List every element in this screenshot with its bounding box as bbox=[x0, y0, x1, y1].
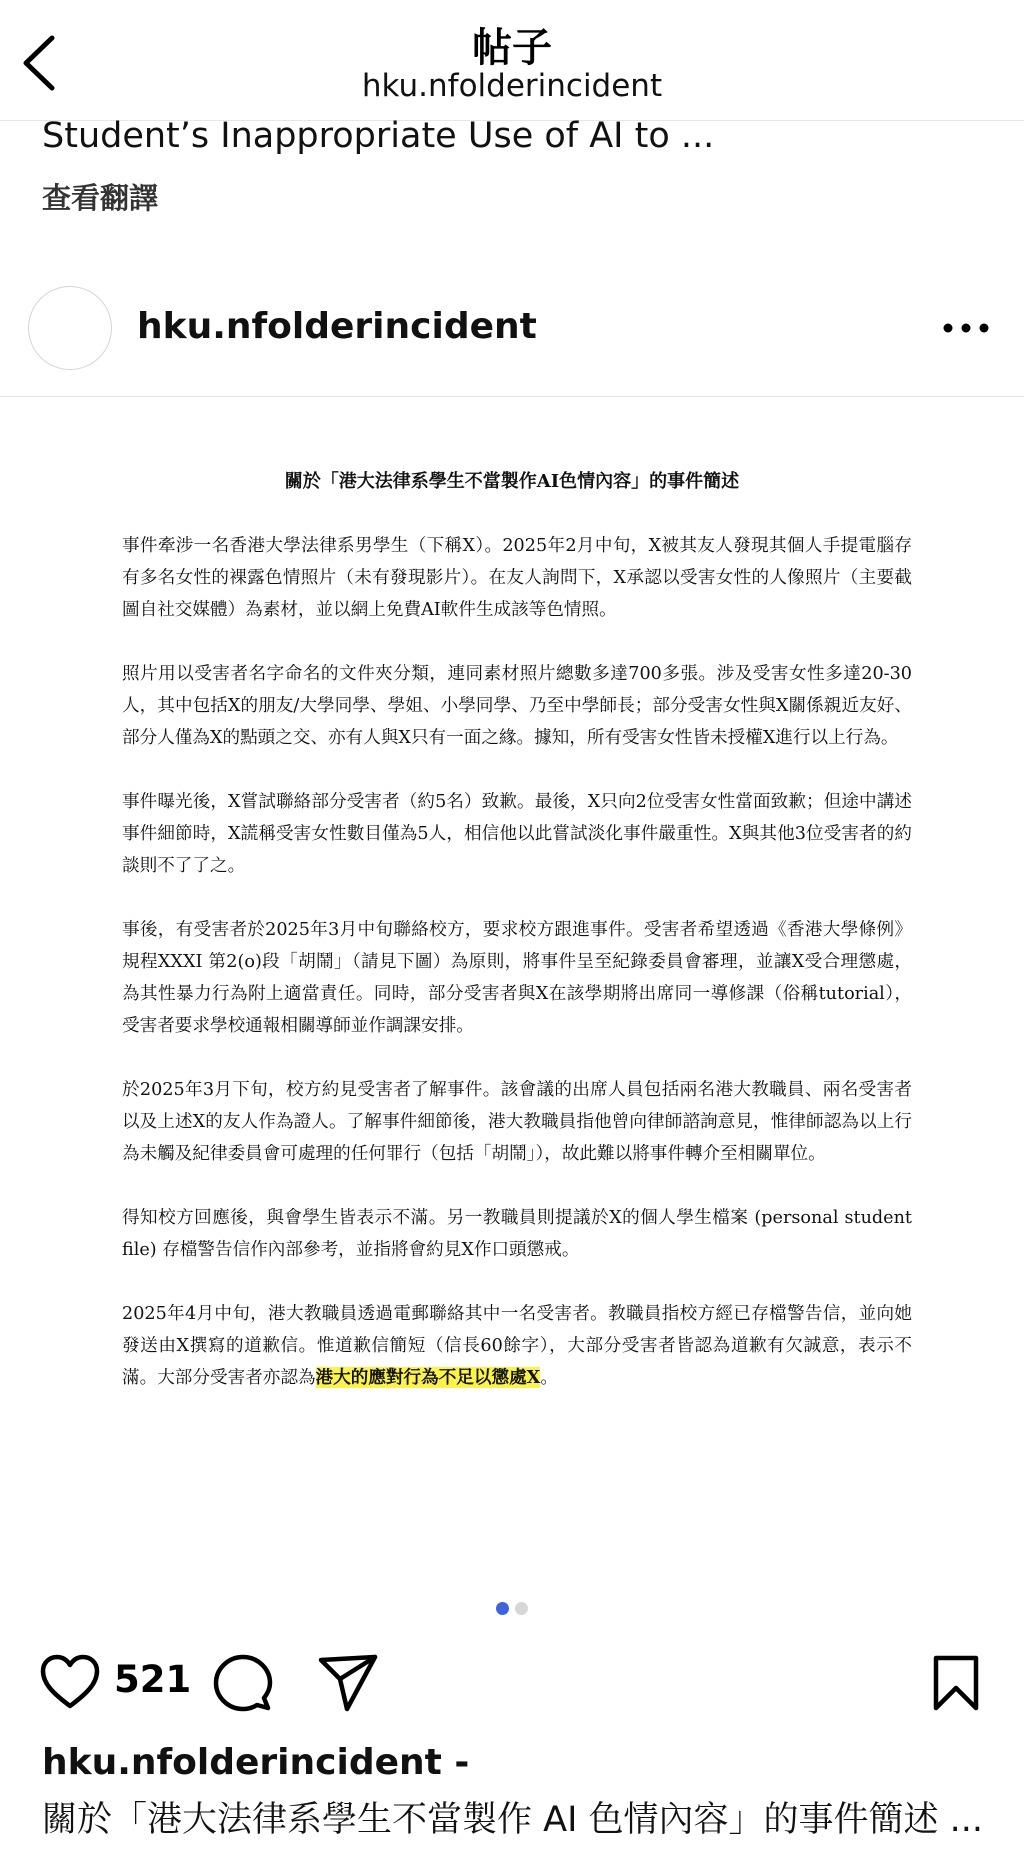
document-paragraph: 於2025年3月下旬，校方約見受害者了解事件。該會議的出席人員包括兩名港大教職員、兩名受害者以及上述X的友人作為證人。了解事件細節後，港大教職員指他曾向律師諮詢意見，惟律師認為以上行為未觸及紀律委員會可處理的任何罪行（包括「胡鬧」），故此難以將事件轉介至相關單位。 bbox=[122, 1080, 912, 1164]
carousel-indicator bbox=[0, 1602, 1024, 1622]
save-button[interactable] bbox=[930, 1654, 982, 1712]
like-button[interactable] bbox=[38, 1652, 102, 1712]
previous-post-caption[interactable]: Student’s Inappropriate Use of AI to ... bbox=[42, 116, 715, 156]
page-subtitle-username[interactable]: hku.nfolderincident bbox=[361, 68, 663, 104]
page-title: 帖子 bbox=[472, 25, 552, 71]
carousel-dot-active bbox=[496, 1602, 509, 1615]
top-bar bbox=[0, 0, 1024, 121]
post-image-document[interactable] bbox=[0, 397, 1024, 1587]
document-paragraph: 得知校方回應後，與會學生皆表示不滿。另一教職員則提議於X的個人學生檔案 (personal student file) 存檔警告信作內部參考，並指將會約見X作口頭懲戒。 bbox=[122, 1208, 912, 1260]
share-button[interactable] bbox=[316, 1652, 380, 1714]
document-paragraph: 事後，有受害者於2025年3月中旬聯絡校方，要求校方跟進事件。受害者希望透過《香港大學條例》規程XXXI 第2(o)段「胡鬧」（請見下圖）為原則，將事件呈至紀錄委員會審理，並讓X受合理懲處，為其性暴力行為附上適當責任。同時，部分受害者與X在該學期將出席同一導修課（俗稱tutorial），受害者要求學校通報相關導師並作調課安排。 bbox=[122, 920, 912, 1036]
caption-username[interactable]: hku.nfolderincident - bbox=[42, 1742, 470, 1783]
more-options-button[interactable] bbox=[940, 308, 992, 348]
highlighted-text: 港大的應對行為不足以懲處X bbox=[315, 1367, 541, 1388]
send-icon bbox=[316, 1652, 380, 1714]
document-paragraph: 事件牽涉一名香港大學法律系男學生（下稱X）。2025年2月中旬，X被其友人發現其個人手提電腦存有多名女性的裸露色情照片（未有發現影片）。在友人詢問下，X承認以受害女性的人像照片（主要截圖自社交媒體）為素材，並以網上免費AI軟件生成該等色情照。 bbox=[122, 536, 912, 620]
document-paragraph: 事件曝光後，X嘗試聯絡部分受害者（約5名）致歉。最後，X只向2位受害女性當面致歉；但途中講述事件細節時，X謊稱受害女性數目僅為5人，相信他以此嘗試淡化事件嚴重性。X與其他3位受害者的約談則不了了之。 bbox=[122, 792, 912, 876]
caption-text[interactable]: 關於「港大法律系學生不當製作 AI 色情內容」的事件簡述 ... bbox=[42, 1800, 984, 1840]
document-paragraph-last bbox=[122, 1298, 912, 1394]
more-horizontal-icon bbox=[940, 308, 992, 348]
document-paragraph: 照片用以受害者名字命名的文件夾分類，連同素材照片總數多達700多張。涉及受害女性多達20-30人，其中包括X的朋友/大學同學、學姐、小學同學、乃至中學師長；部分受害女性與X關係親近友好、部分人僅為X的點頭之交、亦有人與X只有一面之緣。據知，所有受害女性皆未授權X進行以上行為。 bbox=[122, 664, 912, 748]
comment-button[interactable] bbox=[212, 1652, 274, 1714]
paragraph-end: 。 bbox=[540, 1368, 558, 1388]
comment-icon bbox=[212, 1652, 274, 1714]
post-header bbox=[0, 284, 1024, 397]
post-actions-bar bbox=[0, 1648, 1024, 1718]
document-body bbox=[122, 530, 912, 1426]
post-username[interactable]: hku.nfolderincident bbox=[137, 306, 537, 347]
avatar[interactable] bbox=[28, 286, 112, 370]
see-translation-link[interactable]: 查看翻譯 bbox=[42, 181, 159, 215]
carousel-dot bbox=[515, 1602, 528, 1615]
bookmark-icon bbox=[930, 1654, 982, 1712]
document-title: 關於「港大法律系學生不當製作AI色情內容」的事件簡述 bbox=[284, 471, 740, 492]
like-count[interactable]: 521 bbox=[114, 1658, 192, 1701]
heart-icon bbox=[38, 1652, 102, 1712]
paragraph-text: 2025年4月中旬，港大教職員透過電郵聯絡其中一名受害者。教職員指校方經已存檔警告信，並向她發送由X撰寫的道歉信。惟道歉信簡短（信長60餘字），大部分受害者皆認為道歉有欠誠意，表示不滿。大部分受害者亦認為 bbox=[122, 1304, 912, 1388]
